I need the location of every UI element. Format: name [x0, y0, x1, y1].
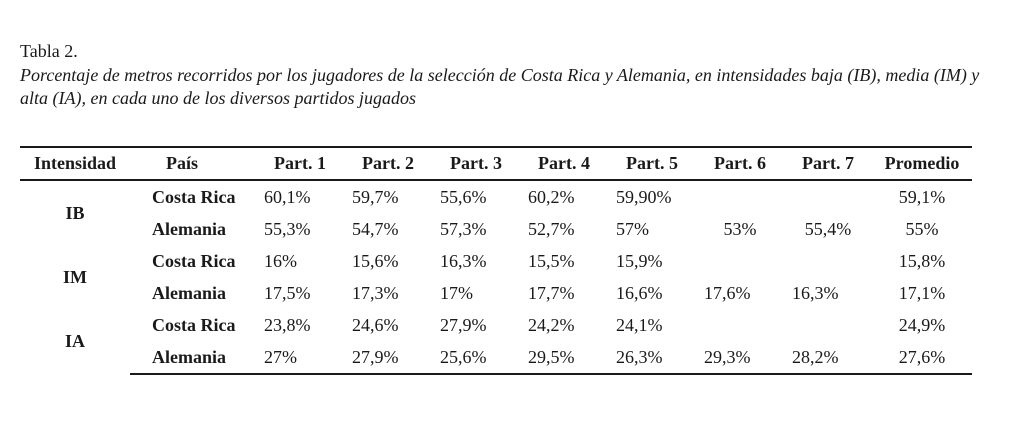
header-part-2: Part. 2	[344, 147, 432, 180]
intensity-label: IB	[65, 202, 85, 223]
average-cell: 24,9%	[898, 314, 946, 335]
header-average: Promedio	[872, 147, 972, 180]
value-cell: 55,4%	[804, 218, 852, 239]
value-cell	[784, 245, 872, 277]
country-label: Alemania	[152, 282, 226, 303]
intensity-label: IA	[64, 331, 85, 351]
table-caption: Porcentaje de metros recorridos por los jugadores de la selección de Costa Rica y Alemania, en intensidades baja (IB), media (IM) y alta (IA), en cada uno de los diversos partidos jugados	[20, 65, 980, 108]
table-row	[20, 180, 972, 213]
value-cell: 16,3%	[440, 250, 487, 271]
value-cell	[784, 180, 872, 213]
header-part-1: Part. 1	[256, 147, 344, 180]
value-cell: 17%	[440, 282, 473, 303]
value-cell	[696, 180, 784, 213]
data-table	[20, 146, 972, 375]
value-cell: 55,3%	[264, 218, 311, 239]
header-part-5: Part. 5	[608, 147, 696, 180]
average-cell: 15,8%	[898, 250, 946, 271]
value-cell	[784, 309, 872, 341]
value-cell: 15,6%	[352, 250, 399, 271]
table-header-row	[20, 147, 972, 180]
table-row	[20, 245, 972, 277]
value-cell: 24,2%	[528, 314, 575, 335]
value-cell	[696, 245, 784, 277]
country-label: Costa Rica	[152, 186, 236, 207]
value-cell: 27,9%	[440, 314, 487, 335]
table-label: Tabla 2.	[20, 41, 78, 61]
country-label: Costa Rica	[152, 314, 236, 335]
table-row	[20, 309, 972, 341]
value-cell: 24,1%	[616, 314, 663, 335]
value-cell: 17,6%	[704, 282, 751, 303]
value-cell: 59,90%	[616, 186, 672, 207]
header-part-4: Part. 4	[520, 147, 608, 180]
value-cell: 26,3%	[608, 341, 696, 374]
value-cell: 52,7%	[528, 218, 575, 239]
value-cell: 25,6%	[432, 341, 520, 374]
value-cell: 17,5%	[264, 282, 311, 303]
value-cell: 29,5%	[520, 341, 608, 374]
value-cell: 28,2%	[784, 341, 872, 374]
value-cell: 17,7%	[528, 282, 575, 303]
value-cell: 27%	[256, 341, 344, 374]
header-intensity: Intensidad	[20, 147, 130, 180]
average-cell: 17,1%	[898, 282, 946, 303]
value-cell: 15,9%	[616, 250, 663, 271]
value-cell: 57%	[616, 218, 649, 239]
value-cell: 23,8%	[264, 314, 311, 335]
value-cell: 29,3%	[696, 341, 784, 374]
value-cell: 27,9%	[344, 341, 432, 374]
average-cell: 55%	[905, 218, 939, 239]
value-cell: 24,6%	[352, 314, 399, 335]
value-cell: 59,7%	[352, 186, 399, 207]
header-country: País	[130, 147, 256, 180]
country-label: Alemania	[152, 218, 226, 239]
country-label: Costa Rica	[152, 250, 236, 271]
value-cell: 60,1%	[264, 186, 311, 207]
value-cell: 16,3%	[792, 282, 839, 303]
header-part-3: Part. 3	[432, 147, 520, 180]
average-cell: 27,6%	[872, 341, 972, 374]
value-cell: 60,2%	[528, 186, 575, 207]
header-part-6: Part. 6	[696, 147, 784, 180]
value-cell: 53%	[723, 218, 757, 239]
average-cell: 59,1%	[898, 186, 946, 207]
table-row	[20, 213, 972, 245]
value-cell: 16,6%	[616, 282, 663, 303]
country-label: Alemania	[130, 341, 256, 374]
value-cell: 55,6%	[440, 186, 487, 207]
intensity-label: IM	[63, 266, 87, 287]
value-cell	[696, 309, 784, 341]
header-part-7: Part. 7	[784, 147, 872, 180]
value-cell: 15,5%	[528, 250, 575, 271]
value-cell: 17,3%	[352, 282, 399, 303]
table-row	[20, 277, 972, 309]
value-cell: 57,3%	[440, 218, 487, 239]
table-row	[20, 341, 972, 374]
value-cell: 16%	[264, 250, 297, 271]
value-cell: 54,7%	[352, 218, 399, 239]
